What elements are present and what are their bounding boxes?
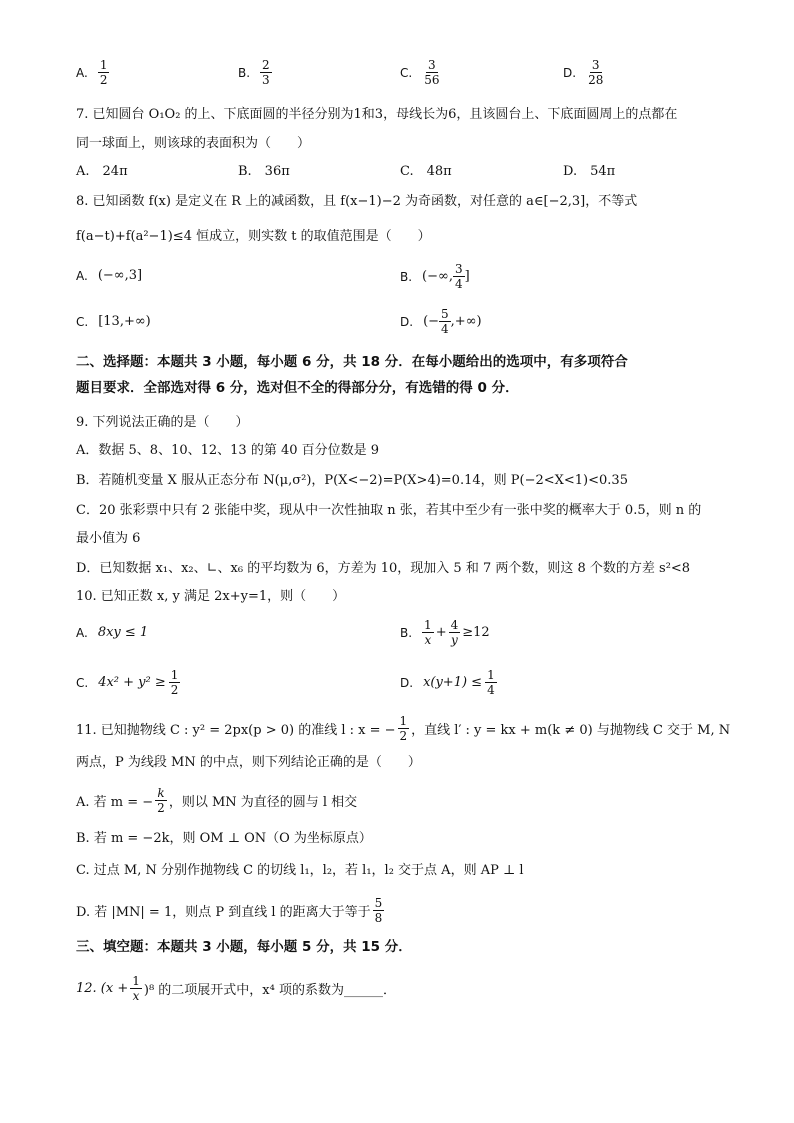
fraction: [373, 896, 385, 925]
fraction: [155, 786, 167, 815]
q11-option-c: C. 过点 M, N 分别作抛物线 C 的切线 l₁，l₂，若 l₁，l₂ 交于点 A，则 AP ⊥ l: [76, 863, 524, 878]
option-label: B.: [400, 269, 413, 284]
option-label: B.: [238, 65, 251, 80]
interval-open: (−: [423, 314, 440, 329]
q11-stem-line-2: 两点，P 为线段 MN 的中点，则下列结论正确的是（ ）: [76, 755, 421, 770]
q10-stem: 10. 已知正数 x, y 满足 2x+y=1，则（ ）: [76, 589, 346, 604]
q7-option-a: A. 24π: [76, 164, 128, 179]
denominator: 3: [262, 73, 270, 87]
expression: x(y+1) ≤: [423, 675, 483, 690]
option-label: A.: [76, 65, 88, 80]
q6-option-c: [400, 58, 441, 87]
denominator: 2: [99, 73, 108, 87]
numerator: 1: [99, 58, 108, 72]
fraction: [422, 618, 434, 647]
option-value: [423, 307, 482, 336]
expression: 12. (x +: [76, 981, 129, 996]
section-2-heading-line-2: 题目要求．全部选对得 6 分，选对但不全的得部分分，有选错的得 0 分．: [76, 380, 519, 396]
q10-option-d: [400, 668, 497, 697]
section-2-heading-line-1: 二、选择题：本题共 3 小题，每小题 6 分，共 18 分．在每小题给出的选项中，有多项符合: [76, 354, 628, 370]
denominator: 28: [588, 73, 604, 87]
q6-option-d: [563, 58, 605, 87]
denominator: 4: [487, 683, 495, 697]
stem-text: ，直线 l′ : y = kx + m(k ≠ 0) 与抛物线 C 交于 M, N: [411, 723, 731, 738]
q8-option-a: [76, 268, 142, 283]
fraction: [422, 58, 441, 87]
q8-stem-line-2: f(a−t)+f(a²−1)≤4 恒成立，则实数 t 的取值范围是（ ）: [76, 229, 431, 244]
option-label: B.: [400, 625, 413, 640]
option-value: [422, 618, 490, 647]
interval-close: ,+∞): [450, 314, 482, 329]
q8-option-c: [76, 314, 151, 329]
fraction: [398, 714, 410, 743]
denominator: 2: [157, 801, 165, 815]
numerator: 4: [450, 618, 459, 632]
q11-option-b: B. 若 m = −2k，则 OM ⊥ ON（O 为坐标原点）: [76, 831, 372, 846]
option-label: C.: [76, 675, 89, 690]
numerator: 1: [424, 618, 432, 632]
numerator: 1: [487, 668, 495, 682]
option-value: 8xy ≤ 1: [97, 625, 149, 640]
option-label: C.: [76, 314, 89, 329]
fraction: [453, 262, 465, 291]
fraction: [439, 307, 451, 336]
denominator: y: [451, 633, 458, 647]
fraction: [260, 58, 272, 87]
fraction: [449, 618, 461, 647]
fraction: [98, 58, 110, 87]
numerator: 3: [454, 262, 463, 276]
q11-option-a: [76, 786, 357, 815]
option-value: [423, 668, 497, 697]
numerator: 2: [262, 58, 270, 72]
option-label: D.: [400, 314, 414, 329]
option-value: (−∞,3]: [97, 268, 143, 283]
denominator: 8: [374, 911, 383, 925]
q9-option-c-line-1: C．20 张彩票中只有 2 张能中奖，现从中一次性抽取 n 张，若其中至少有一张中奖的概率大于 0.5，则 n 的: [76, 503, 702, 518]
stem-text: 11. 已知抛物线 C : y² = 2px(p > 0) 的准线 l : x = −: [76, 723, 396, 738]
section-2-heading: [76, 349, 726, 401]
q10-option-b: [400, 618, 490, 647]
interval-close: ]: [464, 269, 470, 284]
q7-option-b: B. 36π: [238, 164, 290, 179]
option-value: [98, 668, 180, 697]
q7-stem-line-2: 同一球面上，则该球的表面积为（ ）: [76, 136, 311, 151]
denominator: 4: [454, 277, 463, 291]
fraction: [485, 668, 497, 697]
plus-sign: +: [435, 625, 447, 640]
q11-option-d: [76, 896, 384, 925]
numerator: k: [157, 786, 165, 800]
q8-stem-line-1: 8. 已知函数 f(x) 是定义在 R 上的减函数，且 f(x−1)−2 为奇函数，对任意的 a∈[−2,3]，不等式: [76, 194, 638, 209]
option-label: D.: [563, 65, 577, 80]
q11-stem-line-1: [76, 714, 730, 743]
numerator: 1: [170, 668, 179, 682]
denominator: 2: [399, 729, 408, 743]
denominator: x: [132, 989, 140, 1003]
denominator: x: [424, 633, 432, 647]
q7-option-c: C. 48π: [400, 164, 452, 179]
q9-stem: 9. 下列说法正确的是（ ）: [76, 415, 249, 430]
section-3-heading: 三、填空题：本题共 3 小题，每小题 5 分，共 15 分．: [76, 939, 412, 955]
fraction: [586, 58, 605, 87]
inequality: ≥12: [462, 625, 490, 640]
q12-stem: [76, 974, 396, 1003]
option-label: C.: [400, 65, 413, 80]
expression: 4x² + y² ≥: [98, 675, 166, 690]
q7-option-d: D. 54π: [563, 164, 616, 179]
option-text: ，则以 MN 为直径的圆与 l 相交: [168, 795, 358, 810]
q9-option-d: D．已知数据 x₁、x₂、∟、x₆ 的平均数为 6，方差为 10，现加入 5 和 7 两个数，则这 8 个数的方差 s²<8: [76, 561, 691, 576]
q9-option-a: A．数据 5、8、10、12、13 的第 40 百分位数是 9: [76, 443, 380, 458]
q8-option-d: [400, 307, 482, 336]
stem-text: )⁸ 的二项展开式中，x⁴ 项的系数为______．: [143, 983, 396, 998]
option-label: A.: [76, 268, 88, 283]
q6-option-b: [238, 58, 272, 87]
q8-option-b: [400, 262, 470, 291]
q9-option-c-line-2: 最小值为 6: [76, 531, 141, 546]
fraction: [130, 974, 142, 1003]
numerator: 3: [591, 58, 600, 72]
option-text: A. 若 m = −: [76, 795, 154, 810]
option-label: A.: [76, 625, 88, 640]
option-label: D.: [400, 675, 414, 690]
numerator: 5: [441, 307, 449, 321]
numerator: 1: [132, 974, 140, 988]
q9-option-b: B．若随机变量 X 服从正态分布 N(μ,σ²)，P(X<−2)=P(X>4)=0.14，则 P(−2<X<1)<0.35: [76, 473, 628, 488]
fraction: [169, 668, 181, 697]
q10-option-a: [76, 625, 148, 640]
denominator: 2: [170, 683, 179, 697]
denominator: 4: [441, 322, 449, 336]
interval-open: (−∞,: [422, 269, 453, 284]
numerator: 3: [428, 58, 436, 72]
denominator: 56: [424, 73, 440, 87]
numerator: 5: [374, 896, 383, 910]
q10-option-c: [76, 668, 180, 697]
option-value: [13,+∞): [98, 314, 151, 329]
numerator: 1: [399, 714, 408, 728]
option-text: D. 若 |MN| = 1，则点 P 到直线 l 的距离大于等于: [76, 905, 371, 920]
q7-stem-line-1: 7. 已知圆台 O₁O₂ 的上、下底面圆的半径分别为1和3，母线长为6，且该圆台上、下底面圆周上的点都在: [76, 107, 678, 122]
q6-option-a: [76, 58, 109, 87]
option-value: [422, 262, 470, 291]
